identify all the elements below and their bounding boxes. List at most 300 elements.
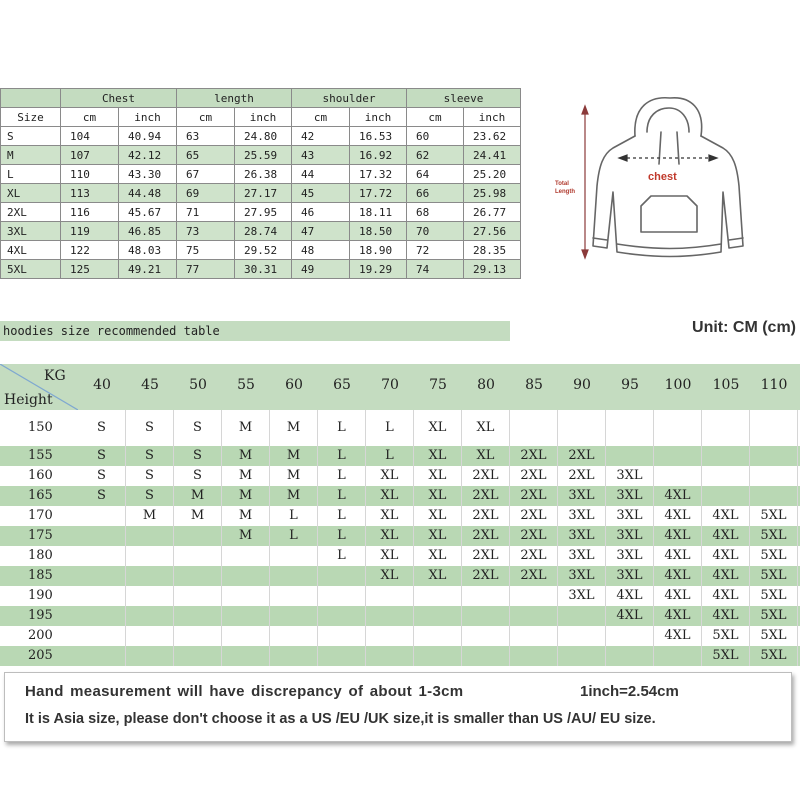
measurement-cell: 26.77 (464, 203, 521, 222)
recommended-size-cell: 4XL (702, 586, 750, 606)
measurement-cell: 27.95 (235, 203, 292, 222)
measurement-cell: 49 (292, 260, 350, 279)
unit-label: Unit: CM (cm) (692, 319, 796, 336)
discrepancy-note: Hand measurement will have discrepancy of about 1-3cm (25, 683, 464, 700)
recommended-size-cell: 2XL (558, 466, 606, 486)
height-value: 200 (28, 628, 53, 643)
weight-column-header: 55 (237, 377, 255, 393)
height-row (0, 586, 800, 606)
recommended-size-cell: XL (462, 446, 510, 466)
recommended-size-cell (366, 646, 414, 666)
recommended-size-cell: XL (414, 446, 462, 466)
recommended-size-cell: 4XL (702, 606, 750, 626)
asia-size-note: It is Asia size, please don't choose it as a US /EU /UK size,it is smaller than US /AU/ EU size. (25, 711, 656, 727)
recommended-size-cell: 5XL (750, 606, 798, 626)
measurement-cell: 104 (61, 127, 119, 146)
recommended-size-cell: 3XL (606, 506, 654, 526)
recommended-size-cell (78, 506, 126, 526)
recommended-size-cell (222, 606, 270, 626)
recommended-size-cell (78, 606, 126, 626)
recommended-size-cell (462, 586, 510, 606)
height-value: 180 (28, 548, 53, 563)
recommended-size-cell: S (78, 446, 126, 466)
measurement-cell: 73 (177, 222, 235, 241)
recommended-size-cell: L (318, 506, 366, 526)
recommended-size-cell (126, 566, 174, 586)
measurement-cell: 30.31 (235, 260, 292, 279)
size-label-cell: M (1, 146, 61, 165)
unit-inch-header: inch (350, 108, 407, 127)
recommended-size-cell (462, 646, 510, 666)
measurement-cell: 25.98 (464, 184, 521, 203)
measurement-cell: 69 (177, 184, 235, 203)
measurement-cell: 44 (292, 165, 350, 184)
measurement-cell: 48.03 (119, 241, 177, 260)
recommended-size-cell (222, 646, 270, 666)
recommended-size-cell (510, 410, 558, 446)
recommended-size-cell (222, 566, 270, 586)
measurement-cell: 44.48 (119, 184, 177, 203)
height-row (0, 546, 800, 566)
size-label-cell: 3XL (1, 222, 61, 241)
measurement-cell: 74 (407, 260, 464, 279)
recommended-size-cell (366, 626, 414, 646)
weight-column-header: 50 (189, 377, 207, 393)
recommended-size-cell: S (174, 466, 222, 486)
recommended-size-cell (222, 586, 270, 606)
weight-column-header: 60 (285, 377, 303, 393)
measurement-cell: 125 (61, 260, 119, 279)
height-row (0, 626, 800, 646)
weight-column-header: 100 (664, 377, 692, 393)
recommended-size-cell: L (366, 446, 414, 466)
recommended-size-cell: 3XL (558, 546, 606, 566)
recommended-size-cell (174, 526, 222, 546)
recommended-size-cell (702, 486, 750, 506)
size-label-cell: 4XL (1, 241, 61, 260)
shoulder-group-header: shoulder (292, 89, 407, 108)
recommended-size-cell (126, 606, 174, 626)
chest-label: chest (648, 171, 677, 183)
measurement-cell: 107 (61, 146, 119, 165)
recommend-header-row (0, 364, 800, 410)
recommended-size-cell: M (174, 486, 222, 506)
recommended-size-cell (222, 546, 270, 566)
size-label-cell: XL (1, 184, 61, 203)
measurement-cell: 66 (407, 184, 464, 203)
height-value: 155 (28, 448, 53, 463)
measurement-cell: 27.56 (464, 222, 521, 241)
size-label-cell: 5XL (1, 260, 61, 279)
recommended-size-cell: XL (414, 410, 462, 446)
recommended-size-cell: 5XL (750, 506, 798, 526)
recommended-size-cell: 4XL (654, 506, 702, 526)
measurement-cell: 28.35 (464, 241, 521, 260)
recommended-size-cell: M (222, 486, 270, 506)
measurement-notes (4, 672, 792, 742)
size-label-cell: 2XL (1, 203, 61, 222)
height-value: 160 (28, 468, 53, 483)
weight-column-header: 45 (141, 377, 159, 393)
recommended-size-cell: 5XL (750, 526, 798, 546)
measurement-cell: 77 (177, 260, 235, 279)
size-table-group-header (1, 89, 521, 108)
height-row (0, 526, 800, 546)
measurement-cell: 16.92 (350, 146, 407, 165)
measurement-cell: 19.29 (350, 260, 407, 279)
recommended-size-cell (126, 646, 174, 666)
recommended-size-cell: 5XL (702, 646, 750, 666)
measurement-cell: 65 (177, 146, 235, 165)
recommended-size-cell (126, 626, 174, 646)
measurement-cell: 18.90 (350, 241, 407, 260)
recommended-size-cell (606, 626, 654, 646)
recommended-size-cell: 5XL (750, 586, 798, 606)
recommended-size-cell: 5XL (750, 626, 798, 646)
recommended-size-cell (174, 646, 222, 666)
measurement-cell: 75 (177, 241, 235, 260)
recommended-size-cell: 4XL (654, 546, 702, 566)
recommended-size-cell (126, 546, 174, 566)
recommended-size-cell: 4XL (702, 526, 750, 546)
recommended-size-cell: 2XL (510, 506, 558, 526)
recommended-size-cell: XL (414, 486, 462, 506)
recommended-size-cell (174, 546, 222, 566)
recommended-size-cell (606, 446, 654, 466)
recommended-size-cell: XL (366, 486, 414, 506)
weight-column-header: 40 (93, 377, 111, 393)
recommended-size-cell (174, 566, 222, 586)
recommended-size-cell: 3XL (606, 486, 654, 506)
recommended-size-cell: 4XL (654, 486, 702, 506)
measurement-cell: 45 (292, 184, 350, 203)
recommended-size-cell (270, 646, 318, 666)
recommended-size-cell (78, 566, 126, 586)
recommended-size-cell: M (222, 410, 270, 446)
recommended-size-cell (702, 466, 750, 486)
recommended-size-cell (222, 626, 270, 646)
recommended-size-cell: 2XL (510, 446, 558, 466)
measurement-cell: 40.94 (119, 127, 177, 146)
recommended-size-cell: 4XL (654, 566, 702, 586)
recommended-size-cell (318, 646, 366, 666)
weight-column-header: 85 (525, 377, 543, 393)
recommended-size-cell (702, 446, 750, 466)
measurement-cell: 47 (292, 222, 350, 241)
recommended-size-cell: 3XL (606, 526, 654, 546)
size-table-row (1, 241, 521, 260)
recommended-size-cell: L (318, 466, 366, 486)
size-table-row (1, 146, 521, 165)
recommended-size-cell: M (222, 446, 270, 466)
weight-column-header: 90 (573, 377, 591, 393)
recommended-size-cell: XL (414, 566, 462, 586)
height-row (0, 446, 800, 466)
height-row (0, 410, 800, 446)
size-table-row (1, 127, 521, 146)
unit-inch-header: inch (119, 108, 177, 127)
recommended-size-cell: L (318, 410, 366, 446)
size-table-row (1, 222, 521, 241)
measurement-cell: 63 (177, 127, 235, 146)
recommended-size-cell: 3XL (606, 566, 654, 586)
recommended-size-cell: L (270, 506, 318, 526)
recommended-size-cell (270, 586, 318, 606)
measurement-cell: 28.74 (235, 222, 292, 241)
recommended-size-cell: XL (414, 466, 462, 486)
recommended-size-cell (270, 626, 318, 646)
recommended-size-cell: S (126, 446, 174, 466)
height-value: 170 (28, 508, 53, 523)
kg-axis-label: KG (44, 368, 66, 384)
measurement-cell: 68 (407, 203, 464, 222)
recommended-size-cell (558, 646, 606, 666)
recommended-size-cell: 2XL (462, 506, 510, 526)
recommended-size-cell (174, 586, 222, 606)
recommended-size-cell: XL (414, 526, 462, 546)
height-value: 150 (28, 420, 53, 435)
recommended-size-cell: 2XL (462, 486, 510, 506)
recommended-size-cell: S (126, 466, 174, 486)
recommended-size-cell (270, 546, 318, 566)
recommended-size-cell: 4XL (606, 586, 654, 606)
measurement-cell: 48 (292, 241, 350, 260)
recommended-size-cell: 5XL (750, 646, 798, 666)
recommended-size-cell: XL (366, 526, 414, 546)
recommended-size-cell: 3XL (606, 546, 654, 566)
recommended-size-cell: XL (366, 546, 414, 566)
recommended-size-cell: S (126, 410, 174, 446)
measurement-cell: 60 (407, 127, 464, 146)
recommended-size-cell (174, 626, 222, 646)
recommended-size-cell: 3XL (558, 526, 606, 546)
size-table-unit-header (1, 108, 521, 127)
recommended-size-cell (558, 606, 606, 626)
recommended-size-cell (414, 646, 462, 666)
recommend-table-title: hoodies size recommended table (0, 321, 510, 341)
recommended-size-cell: S (78, 486, 126, 506)
recommended-size-cell: M (222, 466, 270, 486)
chest-group-header: Chest (61, 89, 177, 108)
recommended-size-cell (270, 566, 318, 586)
height-row (0, 566, 800, 586)
measurement-cell: 46.85 (119, 222, 177, 241)
height-value: 205 (28, 648, 53, 663)
recommended-size-cell: XL (366, 506, 414, 526)
recommended-size-cell (558, 626, 606, 646)
height-value: 185 (28, 568, 53, 583)
measurement-cell: 24.80 (235, 127, 292, 146)
recommended-size-cell (654, 646, 702, 666)
size-table-row (1, 184, 521, 203)
recommended-size-cell (750, 410, 798, 446)
recommended-size-cell: 4XL (702, 566, 750, 586)
measurement-cell: 17.72 (350, 184, 407, 203)
hoodie-measurement-diagram (555, 96, 797, 268)
measurement-cell: 116 (61, 203, 119, 222)
unit-cm-header: cm (177, 108, 235, 127)
recommended-size-cell (414, 626, 462, 646)
recommended-size-cell: S (78, 466, 126, 486)
recommended-size-cell (270, 606, 318, 626)
measurement-cell: 67 (177, 165, 235, 184)
recommended-size-cell: M (270, 486, 318, 506)
size-chart-table (0, 88, 521, 279)
recommended-size-cell: 4XL (702, 506, 750, 526)
recommended-size-cell: 2XL (510, 546, 558, 566)
recommended-size-cell: 4XL (702, 546, 750, 566)
corner-cell (1, 89, 61, 108)
recommended-size-cell: M (222, 506, 270, 526)
recommended-size-cell (78, 626, 126, 646)
recommended-size-cell (414, 606, 462, 626)
size-column-header: Size (1, 108, 61, 127)
recommended-size-cell (78, 586, 126, 606)
recommended-size-cell: L (270, 526, 318, 546)
recommended-size-cell: 3XL (558, 506, 606, 526)
measurement-cell: 113 (61, 184, 119, 203)
recommended-size-cell: S (174, 446, 222, 466)
recommended-size-cell (318, 586, 366, 606)
recommended-size-cell: XL (366, 566, 414, 586)
recommended-size-cell (462, 606, 510, 626)
recommended-size-cell: L (318, 546, 366, 566)
recommended-size-cell (318, 626, 366, 646)
unit-cm-header: cm (61, 108, 119, 127)
measurement-cell: 18.11 (350, 203, 407, 222)
recommended-size-cell (654, 466, 702, 486)
weight-column-header: 110 (760, 377, 788, 393)
size-table-row (1, 260, 521, 279)
measurement-cell: 29.13 (464, 260, 521, 279)
weight-column-header: 105 (712, 377, 740, 393)
measurement-cell: 119 (61, 222, 119, 241)
recommended-size-cell (654, 446, 702, 466)
recommended-size-cell (654, 410, 702, 446)
height-row (0, 466, 800, 486)
recommended-size-cell: 3XL (558, 486, 606, 506)
measurement-cell: 42 (292, 127, 350, 146)
height-axis-label: Height (4, 392, 53, 408)
recommended-size-cell (558, 410, 606, 446)
recommended-size-cell: S (126, 486, 174, 506)
sleeve-group-header: sleeve (407, 89, 521, 108)
unit-cm-header: cm (407, 108, 464, 127)
size-table-row (1, 165, 521, 184)
height-row (0, 486, 800, 506)
recommended-size-cell: 4XL (654, 526, 702, 546)
recommended-size-cell: XL (366, 466, 414, 486)
recommended-size-cell: 2XL (510, 486, 558, 506)
recommended-size-cell: 2XL (462, 466, 510, 486)
weight-column-header: 65 (333, 377, 351, 393)
recommended-size-cell: 2XL (462, 546, 510, 566)
recommended-size-cell: 4XL (606, 606, 654, 626)
recommended-size-cell: 4XL (654, 626, 702, 646)
recommended-size-cell: M (126, 506, 174, 526)
measurement-cell: 23.62 (464, 127, 521, 146)
recommended-size-cell: M (222, 526, 270, 546)
recommended-size-cell: M (270, 410, 318, 446)
total-length-label: Total Length (555, 181, 575, 195)
recommended-size-cell (510, 606, 558, 626)
recommended-size-cell (78, 646, 126, 666)
recommended-size-cell: L (318, 486, 366, 506)
recommended-size-cell: 2XL (558, 446, 606, 466)
measurement-cell: 43.30 (119, 165, 177, 184)
measurement-cell: 24.41 (464, 146, 521, 165)
weight-column-header: 70 (381, 377, 399, 393)
recommended-size-cell (366, 606, 414, 626)
recommended-size-cell: S (174, 410, 222, 446)
recommended-size-cell: M (270, 446, 318, 466)
recommended-size-cell: 4XL (654, 586, 702, 606)
size-table-row (1, 203, 521, 222)
recommended-size-cell: 2XL (462, 566, 510, 586)
measurement-cell: 46 (292, 203, 350, 222)
recommended-size-cell: XL (414, 546, 462, 566)
recommended-size-cell (750, 466, 798, 486)
recommended-size-cell: 5XL (750, 566, 798, 586)
height-row (0, 506, 800, 526)
height-value: 195 (28, 608, 53, 623)
recommended-size-cell (78, 526, 126, 546)
height-value: 190 (28, 588, 53, 603)
recommended-size-cell: 5XL (750, 546, 798, 566)
measurement-cell: 29.52 (235, 241, 292, 260)
recommended-size-cell (462, 626, 510, 646)
measurement-cell: 64 (407, 165, 464, 184)
recommended-size-cell: 3XL (606, 466, 654, 486)
measurement-cell: 72 (407, 241, 464, 260)
measurement-cell: 70 (407, 222, 464, 241)
recommended-size-cell (318, 606, 366, 626)
weight-column-header: 75 (429, 377, 447, 393)
height-value: 175 (28, 528, 53, 543)
height-row (0, 646, 800, 666)
measurement-cell: 42.12 (119, 146, 177, 165)
unit-inch-header: inch (235, 108, 292, 127)
recommended-size-cell: M (270, 466, 318, 486)
recommended-size-cell: 2XL (510, 466, 558, 486)
recommended-size-cell (78, 546, 126, 566)
recommended-size-cell (606, 410, 654, 446)
recommended-size-cell: XL (414, 506, 462, 526)
recommended-size-cell (510, 586, 558, 606)
recommended-size-cell: 2XL (510, 526, 558, 546)
measurement-cell: 43 (292, 146, 350, 165)
measurement-cell: 62 (407, 146, 464, 165)
recommended-size-cell: L (318, 446, 366, 466)
weight-column-header: 80 (477, 377, 495, 393)
recommended-size-cell (750, 486, 798, 506)
recommended-size-cell (126, 586, 174, 606)
recommended-size-cell: M (174, 506, 222, 526)
recommended-size-cell: 3XL (558, 586, 606, 606)
recommended-size-cell: L (366, 410, 414, 446)
height-row (0, 606, 800, 626)
length-group-header: length (177, 89, 292, 108)
unit-inch-header: inch (464, 108, 521, 127)
recommended-size-cell: 4XL (654, 606, 702, 626)
measurement-cell: 110 (61, 165, 119, 184)
unit-cm-header: cm (292, 108, 350, 127)
measurement-cell: 16.53 (350, 127, 407, 146)
measurement-cell: 49.21 (119, 260, 177, 279)
measurement-cell: 27.17 (235, 184, 292, 203)
recommended-size-cell: 2XL (510, 566, 558, 586)
size-label-cell: S (1, 127, 61, 146)
